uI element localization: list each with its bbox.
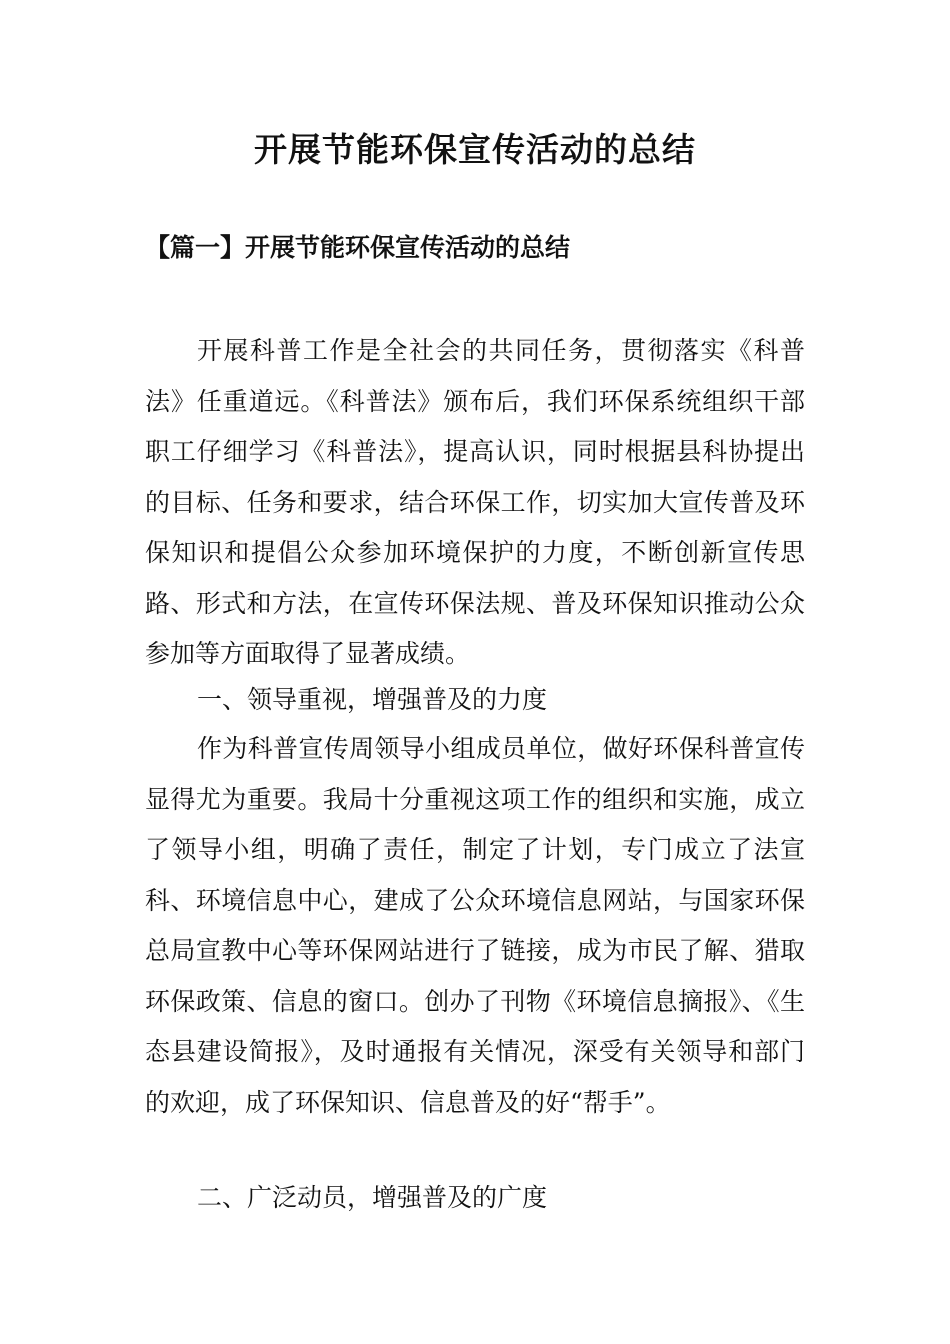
subheading-2: 二、广泛动员，增强普及的广度	[197, 1183, 548, 1212]
body-paragraph-2: 作为科普宣传周领导小组成员单位，做好环保科普宣传显得尤为重要。我局十分重视这项工作的组织和实施，成立了领导小组，明确了责任，制定了计划，专门成立了法宣科、环境信息中心，建成了公众环境信息网站，与国家环保总局宣教中心等环保网站进行了链接，成为市民了解、猎取环保政策、信息的窗口。创办了刊物《环境信息摘报》、《生态县建设简报》，及时通报有关情况，深受有关领导和部门的欢迎，成了环保知识、信息普及的好“帮手”。	[145, 734, 805, 1117]
body-paragraph-1: 开展科普工作是全社会的共同任务，贯彻落实《科普法》任重道远。《科普法》颁布后，我们环保系统组织干部职工仔细学习《科普法》，提高认识，同时根据县科协提出的目标、任务和要求，结合环保工作，切实加大宣传普及环保知识和提倡公众参加环境保护的力度，不断创新宣传思路、形式和方法，在宣传环保法规、普及环保知识推动公众参加等方面取得了显著成绩。	[145, 336, 805, 668]
page-title: 开展节能环保宣传活动的总结	[254, 130, 696, 169]
section-heading: 【篇一】开展节能环保宣传活动的总结	[145, 233, 571, 262]
subheading-1: 一、领导重视，增强普及的力度	[197, 685, 548, 714]
